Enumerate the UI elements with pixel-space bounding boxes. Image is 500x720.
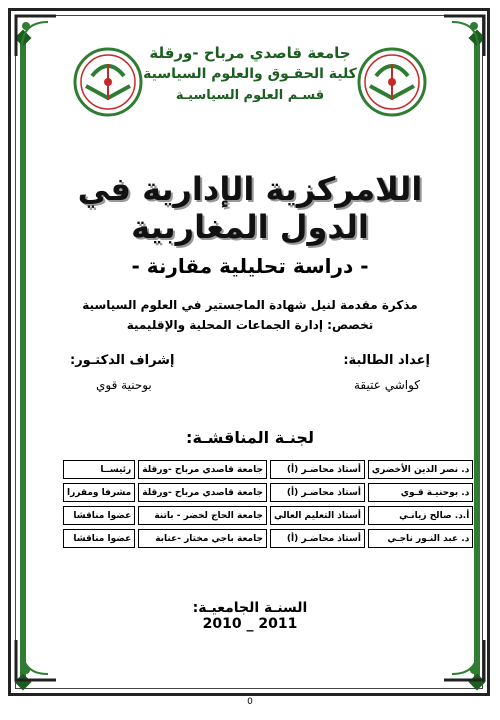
member-name: د. عبد النـور ناجـي <box>368 529 473 548</box>
member-name: د. نصر الدين الأخضري <box>368 460 473 479</box>
right-border-pillar <box>474 40 480 680</box>
department-name: قسـم العلوم السياسيـة <box>175 88 325 103</box>
student-name: كواشي عتيقة <box>353 378 420 392</box>
member-university: جامعة قاصدي مرباح -ورقلة <box>138 460 267 479</box>
university-logo-icon <box>356 46 428 118</box>
thesis-title: اللامركزية الإدارية في الدول المغاربية <box>77 170 423 246</box>
table-row <box>63 460 473 479</box>
member-university: جامعة الحاج لخضر - باتنة <box>138 506 267 525</box>
page-number: 0 <box>247 697 253 707</box>
member-rank: أستاذ محاضـر (أ) <box>270 483 365 502</box>
table-row <box>63 483 473 502</box>
corner-ornament-icon <box>14 638 58 682</box>
member-role: مشرفا ومقررا <box>63 483 135 502</box>
table-row <box>63 506 473 525</box>
member-rank: أستاذ محاضـر (أ) <box>270 529 365 548</box>
member-name: أ.د. صالح زيانـي <box>368 506 473 525</box>
student-label: إعداد الطالبة: <box>343 353 430 368</box>
academic-year-label: السنـة الجامعيـة: <box>192 600 308 616</box>
academic-year: 2010 _ 2011 <box>202 616 298 632</box>
member-role: عضوا مناقشا <box>63 529 135 548</box>
corner-ornament-icon <box>442 638 486 682</box>
member-university: جامعة قاصدي مرباح -ورقلة <box>138 483 267 502</box>
university-logo-icon <box>72 46 144 118</box>
committee-table <box>60 456 476 552</box>
member-name: د. بوحنيـة قـوي <box>368 483 473 502</box>
member-university: جامعة باجي مختار -عنابة <box>138 529 267 548</box>
member-rank: أستاذ محاضـر (أ) <box>270 460 365 479</box>
faculty-name: كلية الحقـوق والعلوم السياسية <box>143 66 357 82</box>
committee-heading: لجنـة المناقشـة: <box>186 428 314 447</box>
university-name: جامعة قاصدي مرباح -ورقلة <box>149 44 351 62</box>
thesis-subtitle: - دراسة تحليلية مقارنة - <box>131 254 369 278</box>
member-role: رئيســا <box>63 460 135 479</box>
corner-ornament-icon <box>442 14 486 58</box>
corner-ornament-icon <box>14 14 58 58</box>
member-role: عضوا مناقشا <box>63 506 135 525</box>
member-rank: أستاذ التعليم العالي <box>270 506 365 525</box>
supervisor-label: إشراف الدكتـور: <box>70 353 175 368</box>
degree-statement: مذكرة مقدمة لنيل شهادة الماجستير في العلوم السياسية <box>82 298 418 312</box>
supervisor-name: بوحنية قوي <box>96 378 152 392</box>
table-row <box>63 529 473 548</box>
left-border-pillar <box>20 40 26 680</box>
specialization: تخصص: إدارة الجماعات المحلية والإقليمية <box>126 318 374 332</box>
